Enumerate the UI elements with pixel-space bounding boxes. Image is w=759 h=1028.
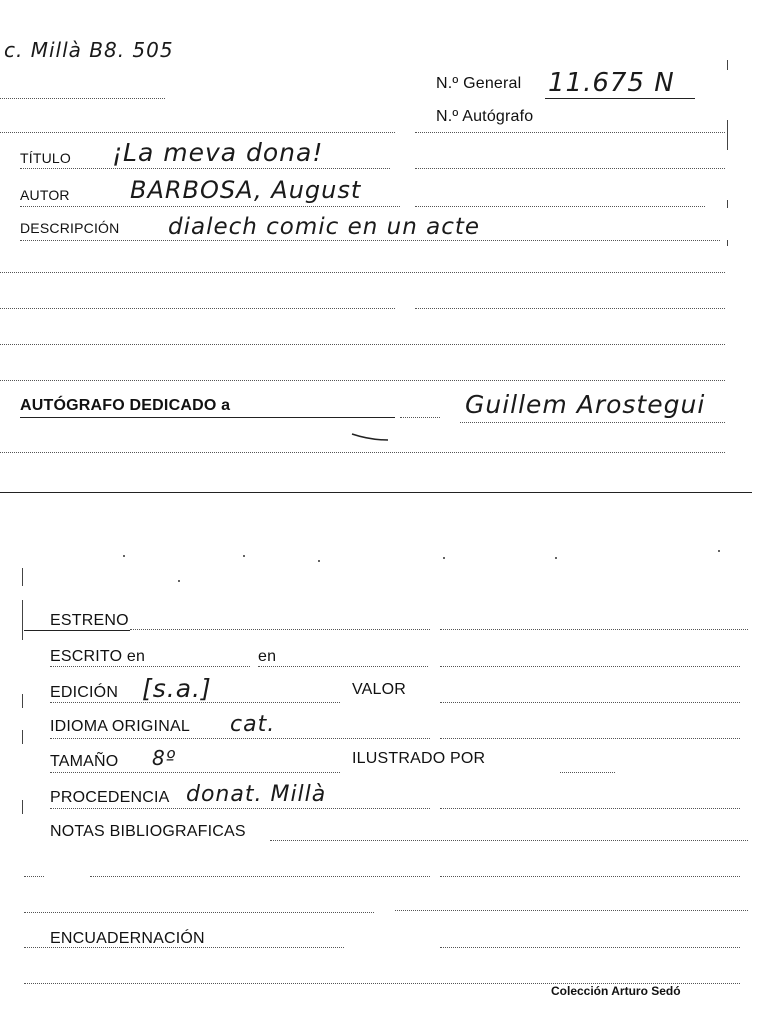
estreno-line: [440, 629, 748, 630]
general-label: N.º General: [436, 75, 522, 92]
titulo-line: [20, 168, 390, 169]
blank-line: [415, 308, 725, 309]
general-value: 11.675 N: [548, 68, 675, 98]
descripcion-value: dialech comic en un acte: [168, 214, 481, 240]
idioma-value: cat.: [230, 712, 276, 737]
blank-line: [90, 876, 430, 877]
valor-label: VALOR: [352, 681, 407, 698]
notas-label: NOTAS BIBLIOGRAFICAS: [50, 823, 246, 840]
card-edge-mark: [727, 120, 728, 150]
blank-line: [0, 272, 725, 273]
encuadernacion-label: ENCUADERNACIÓN: [50, 930, 205, 947]
titulo-value: ¡La meva dona!: [112, 138, 324, 167]
escrito-label: ESCRITO en: [50, 648, 146, 665]
encuadernacion-line: [440, 947, 740, 948]
collection-footer: Colección Arturo Sedó: [551, 984, 681, 998]
card-edge-mark: [22, 694, 23, 708]
procedencia-line: [50, 808, 430, 809]
titulo-label: TÍTULO: [20, 150, 71, 166]
escrito-line: [440, 666, 740, 667]
idioma-line: [440, 738, 740, 739]
estreno-underline: [24, 630, 130, 631]
edicion-label: EDICIÓN: [50, 684, 119, 701]
scan-speck: [443, 557, 445, 559]
card-edge-mark: [22, 600, 23, 640]
blank-line: [24, 876, 44, 877]
card-separator: [0, 492, 752, 493]
dedicado-line: [20, 417, 395, 418]
scan-speck: [718, 550, 720, 552]
dedicado-label: AUTÓGRAFO DEDICADO a: [20, 397, 231, 414]
card-edge-mark: [22, 730, 23, 744]
escrito-en-label: en: [258, 648, 277, 665]
tamano-line: [50, 772, 340, 773]
estreno-label: ESTRENO: [50, 612, 129, 629]
blank-line: [0, 344, 725, 345]
tamano-value: 8º: [152, 746, 177, 770]
descripcion-label: DESCRIPCIÓN: [20, 220, 120, 236]
descripcion-line: [20, 240, 720, 241]
scan-speck: [178, 580, 180, 582]
estreno-line: [130, 629, 430, 630]
blank-line: [0, 380, 725, 381]
autor-line: [415, 206, 705, 207]
autor-line: [20, 206, 400, 207]
escrito-line: [258, 666, 428, 667]
card-edge-mark: [22, 800, 23, 814]
tamano-line: [560, 772, 615, 773]
dedicado-line: [460, 422, 725, 423]
scan-speck: [555, 557, 557, 559]
autor-value: BARBOSA, August: [130, 176, 362, 204]
edicion-value: [s.a.]: [142, 674, 212, 703]
edicion-line: [440, 702, 740, 703]
call-number: c. Millà B8. 505: [4, 38, 174, 62]
blank-line: [0, 308, 395, 309]
dedicado-line: [400, 417, 440, 418]
idioma-line: [50, 738, 430, 739]
encuadernacion-line: [24, 947, 344, 948]
general-line: [545, 98, 695, 99]
card-edge-mark: [727, 60, 728, 70]
card-edge-mark: [727, 240, 728, 246]
titulo-line: [415, 168, 725, 169]
autor-label: AUTOR: [20, 187, 70, 203]
scan-speck: [243, 555, 245, 557]
card-edge-mark: [22, 568, 23, 586]
tamano-label: TAMAÑO: [50, 753, 119, 770]
scan-speck: [318, 560, 320, 562]
procedencia-line: [440, 808, 740, 809]
general-line: [0, 98, 165, 99]
procedencia-value: donat. Millà: [186, 782, 327, 807]
row-line: [415, 132, 725, 133]
procedencia-label: PROCEDENCIA: [50, 789, 170, 806]
blank-line: [440, 876, 740, 877]
blank-line: [395, 910, 748, 911]
blank-line: [0, 452, 725, 453]
pen-stroke: [350, 432, 390, 444]
notas-line: [270, 840, 748, 841]
ilustrado-label: ILUSTRADO POR: [352, 750, 486, 767]
autografo-label: N.º Autógrafo: [436, 108, 534, 125]
row-line: [0, 132, 395, 133]
scan-speck: [123, 555, 125, 557]
card-edge-mark: [727, 200, 728, 208]
idioma-label: IDIOMA ORIGINAL: [50, 718, 190, 735]
blank-line: [24, 912, 374, 913]
dedicado-value: Guillem Arostegui: [465, 390, 706, 419]
escrito-line: [50, 666, 250, 667]
edicion-line: [50, 702, 340, 703]
